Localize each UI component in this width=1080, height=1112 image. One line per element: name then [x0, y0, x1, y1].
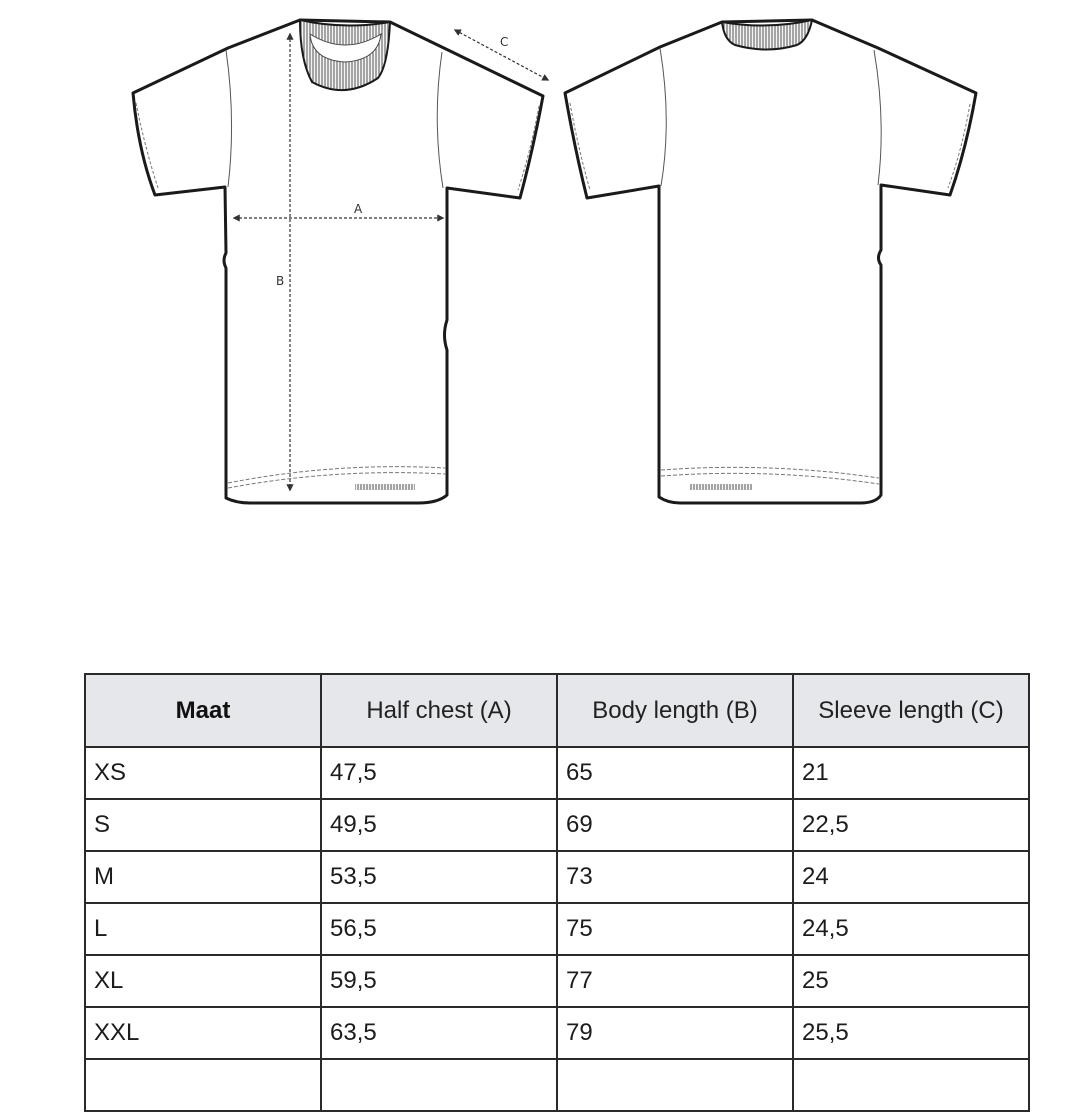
table-row: [85, 1059, 1029, 1111]
back-outline: [565, 20, 976, 503]
header-body-length: Body length (B): [557, 674, 793, 747]
table-row: [85, 1007, 1029, 1059]
cell-size: XS: [85, 747, 321, 799]
cell-size: M: [85, 851, 321, 903]
table-header-row: [85, 674, 1029, 747]
cell-half-chest: 47,5: [321, 747, 557, 799]
cell-sleeve-length: 24: [793, 851, 1029, 903]
cell-sleeve-length: 25,5: [793, 1007, 1029, 1059]
cell-size: L: [85, 903, 321, 955]
table-row: [85, 799, 1029, 851]
tshirt-front: [133, 20, 548, 503]
header-sleeve-length: Sleeve length (C): [793, 674, 1029, 747]
size-table: [84, 673, 1030, 1112]
cell-size: S: [85, 799, 321, 851]
label-c: C: [500, 35, 509, 49]
cell-sleeve-length: 24,5: [793, 903, 1029, 955]
table-row: [85, 955, 1029, 1007]
header-half-chest: Half chest (A): [321, 674, 557, 747]
cell-body-length: [557, 1059, 793, 1111]
cell-size: XL: [85, 955, 321, 1007]
cell-half-chest: [321, 1059, 557, 1111]
cell-body-length: 65: [557, 747, 793, 799]
table-row: [85, 851, 1029, 903]
cell-body-length: 77: [557, 955, 793, 1007]
tshirt-back: [565, 20, 976, 503]
cell-half-chest: 49,5: [321, 799, 557, 851]
cell-half-chest: 59,5: [321, 955, 557, 1007]
cell-half-chest: 56,5: [321, 903, 557, 955]
header-size: Maat: [85, 674, 321, 747]
cell-size: XXL: [85, 1007, 321, 1059]
table-row: [85, 903, 1029, 955]
cell-body-length: 75: [557, 903, 793, 955]
cell-size: [85, 1059, 321, 1111]
label-a: A: [354, 202, 363, 216]
cell-sleeve-length: 22,5: [793, 799, 1029, 851]
table-row: [85, 747, 1029, 799]
cell-half-chest: 63,5: [321, 1007, 557, 1059]
cell-sleeve-length: 25: [793, 955, 1029, 1007]
cell-body-length: 79: [557, 1007, 793, 1059]
cell-half-chest: 53,5: [321, 851, 557, 903]
front-outline: [133, 20, 543, 503]
label-b: B: [276, 274, 285, 288]
cell-sleeve-length: [793, 1059, 1029, 1111]
cell-body-length: 69: [557, 799, 793, 851]
cell-sleeve-length: 21: [793, 747, 1029, 799]
cell-body-length: 73: [557, 851, 793, 903]
